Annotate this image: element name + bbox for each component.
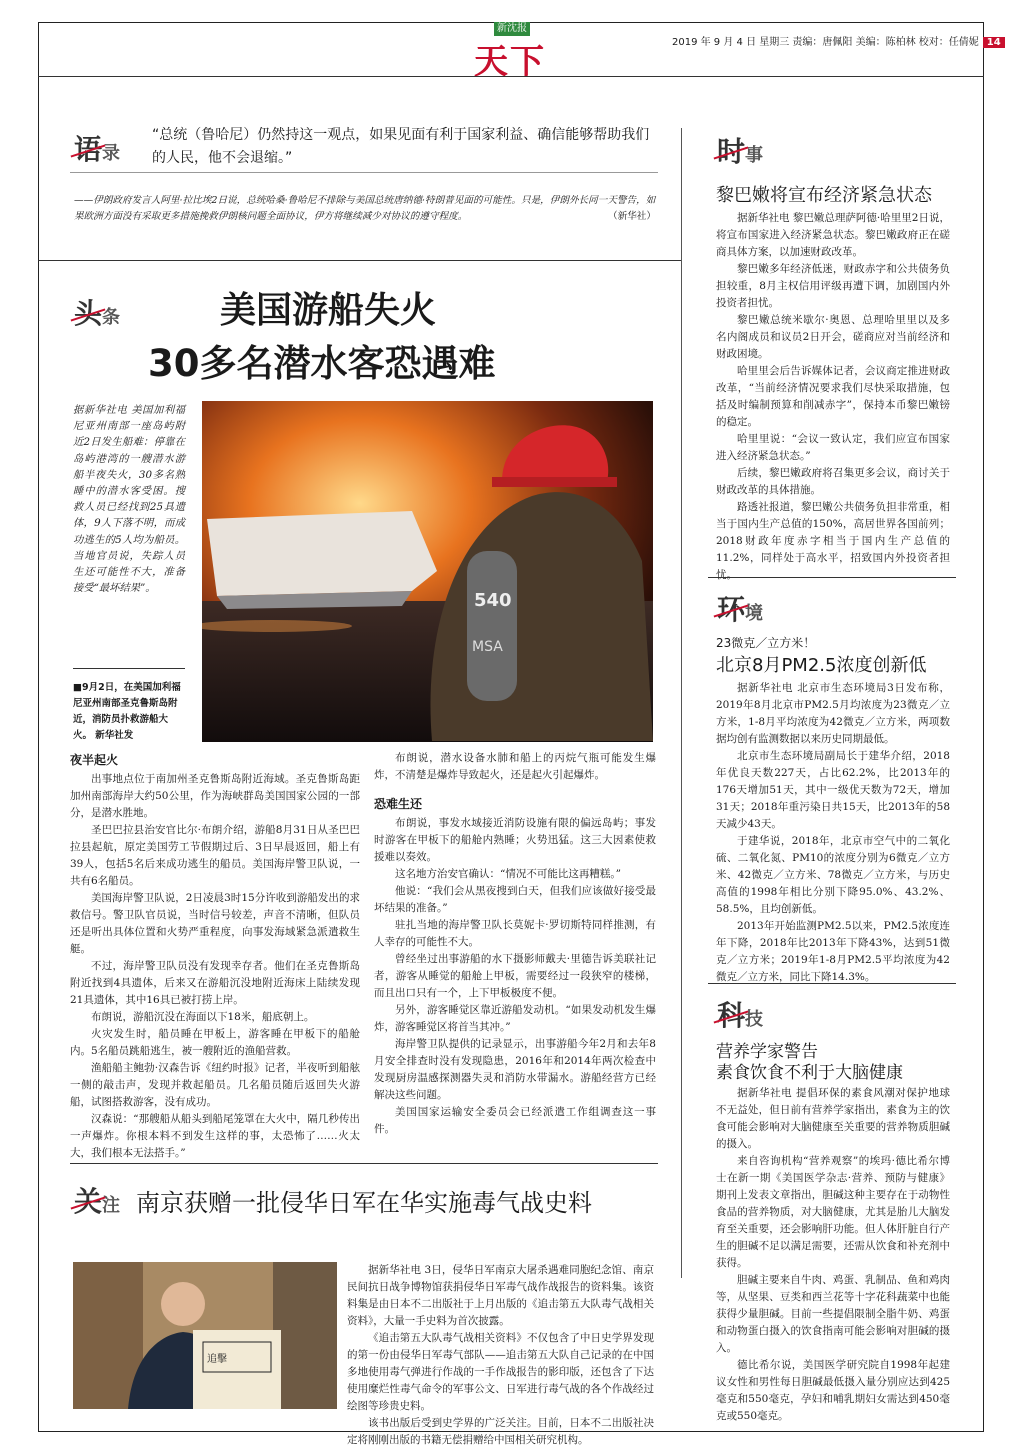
news-headline: 黎巴嫩将宣布经济紧急状态 [716,185,932,206]
paragraph: 后续，黎巴嫩政府将召集更多会议，商讨关于财政改革的具体措施。 [716,467,950,496]
historian-photo [73,1262,337,1409]
paragraph: 北京市生态环境局副局长于建华介绍，2018年优良天数227天，占比62.2%，比2013年的176天增加51天，其中一级优天数为72天，增加31天；2018年重污染日共15天，比2013年的58天减少43天。 [716,750,950,830]
lead-subhead-1: 夜半起火 [70,753,119,767]
svg-text:追擊: 追擊 [207,1354,227,1365]
tech-headline-2: 素食饮食不利于大脑健康 [716,1063,903,1083]
tech-tag: 科技 [717,999,764,1032]
paragraph: 路透社报道，黎巴嫩公共债务负担非常重，相当于国内生产总值的150%，高居世界各国前列；2018财政年度赤字相当于国内生产总值的11.2%，同样处于高水平，招致国内外投资者担忧。 [716,501,950,581]
quote-attribution: ——伊朗政府发言人阿里·拉比埃2日说，总统哈桑·鲁哈尼不排除与美国总统唐纳德·特朗普见面的可能性。只是，伊朗外长同一天警告，如果欧洲方面没有采取更多措施挽救伊朗核问题全面协议，伊方将继续减少对协议的遵守程度。 （新华社） [74,195,656,222]
paragraph: 美国海岸警卫队说，2日凌晨3时15分许收到游船发出的求救信号。警卫队官员说，当时信号较差，声音不清晰，但队员还是听出具体位置和火势严重程度，向事发海域紧急派遣救生艇。 [70,892,360,955]
paragraph: 渔船船主鲍勃·汉森告诉《纽约时报》记者，半夜听到船舷一侧的敲击声，发现并救起船员。几名船员随后返回失火游船，试图搭救游客，没有成功。 [70,1062,360,1108]
photo-caption: ■9月2日，在美国加利福尼亚州南部圣克鲁斯岛附近，消防员扑救游船大火。 新华社发 [73,682,181,741]
paragraph: 这名地方治安官确认：“情况不可能比这再糟糕。” [395,868,621,880]
paragraph: 据新华社电 北京市生态环境局3日发布称，2019年8月北京市PM2.5月均浓度为23微克／立方米，1-8月平均浓度为42微克／立方米，两项数据均创有监测数据以来历史同期最低。 [716,682,950,745]
tech-body [716,1085,950,1425]
paragraph: 据新华社电 黎巴嫩总理萨阿德·哈里里2日说，将宣布国家进入经济紧急状态。黎巴嫩政府正在磋商具体方案，以加速财政改革。 [716,212,950,258]
lead-headline-1: 美国游船失火 [220,290,437,331]
issue-info: 2019 年 9 月 4 日 星期三 责编：唐佩阳 美编：陈柏林 校对：任倩妮 [672,37,979,48]
news-tag: 时事 [717,135,764,168]
paragraph: 布朗说，潜水设备水肺和船上的丙烷气瓶可能发生爆炸，不清楚是爆炸导致起火，还是起火引起爆炸。 [374,752,656,781]
paragraph: 圣巴巴拉县治安官比尔·布朗介绍，游船8月31日从圣巴巴拉县起航，原定美国劳工节假期过后、3日早晨返回，船上有39人，包括5名后来成功逃生的船员。美国海岸警卫队说，一共有6名船员。 [70,824,360,887]
svg-text:MSA: MSA [472,639,503,655]
masthead-info [672,33,1005,48]
paragraph: 不过，海岸警卫队员没有发现幸存者。他们在圣克鲁斯岛附近找到4具遗体，后来又在游船沉没地附近海床上陆续发现21具遗体，其中16具已被打捞上岸。 [70,960,360,1006]
lead-body-col2 [374,750,656,1138]
paragraph: 据新华社电 3日，侵华日军南京大屠杀遇难同胞纪念馆、南京民间抗日战争博物馆获捐侵华日军毒气战作战报告的资料集。该资料集是由日本不二出版社于上月出版的《追击第五大队毒气战相关资料》，大量一手史料为首次披露。 [347,1264,654,1327]
svg-text:540: 540 [474,590,512,611]
paragraph: 他说：“我们会从黑夜搜到白天，但我们应该做好接受最坏结果的准备。” [374,885,656,914]
lead-subhead-2: 恐难生还 [374,797,423,811]
paragraph: 火灾发生时，船员睡在甲板上，游客睡在甲板下的船舱内。5名船员跳船逃生，被一艘附近的渔船营救。 [70,1028,360,1057]
paragraph: 驻扎当地的海岸警卫队长莫妮卡·罗切斯特同样推测，有人幸存的可能性不大。 [374,919,656,948]
paragraph: 于建华说，2018年，北京市空气中的二氧化硫、二氧化氮、PM10的浓度分别为6微克／立方米、42微克／立方米、78微克／立方米，与历史高值的1998年相比分别下降95.0%、43.2%、58.5%，且均创新低。 [716,835,950,915]
paragraph: 哈里里说：“会议一致认定，我们应宣布国家进入经济紧急状态。” [716,433,950,462]
env-headline: 北京8月PM2.5浓度创新低 [716,655,927,676]
env-tag: 环境 [717,593,764,626]
paragraph: 布朗说，游船沉没在海面以下18米，船底朝上。 [91,1011,315,1023]
lead-body-col1 [70,750,360,1162]
paragraph: 据新华社电 提倡环保的素食风潮对保护地球不无益处，但日前有营养学家指出，素食为主的饮食可能会影响对大脑健康至关重要的营养物质胆碱的摄入。 [716,1087,950,1150]
quote-tag: 语录 [74,133,121,166]
paragraph: 美国国家运输安全委员会已经派遣工作组调查这一事件。 [374,1106,656,1135]
quote-divider [70,172,658,173]
paragraph: 布朗说，事发水域接近消防设施有限的偏远岛屿；事发时游客在甲板下的船舱内熟睡；火势迅猛。这三大因素使救援难以奏效。 [374,817,656,863]
focus-tag: 关注 [74,1185,121,1218]
env-body [716,680,950,986]
paragraph: 出事地点位于南加州圣克鲁斯岛附近海域。圣克鲁斯岛距加州南部海岸大约50公里，作为海峡群岛美国国家公园的一部分，是潜水胜地。 [70,773,360,819]
tech-headline-1: 营养学家警告 [716,1042,818,1062]
page-number: 14 [983,37,1005,48]
paragraph: 来自咨询机构“营养观察”的埃玛·德比希尔博士在新一期《美国医学杂志·营养、预防与健康》期刊上发表文章指出，胆碱这种主要存在于动物性食品的营养物质，对大脑健康，尤其是胎儿大脑发育至关重要，还会影响肝功能。但人体肝脏自行产生的胆碱不足以满足需要，还需从饮食和补充剂中获得。 [716,1155,950,1269]
newspaper-logo: 新沈报 [494,22,530,36]
focus-top-divider [70,1163,658,1164]
quote-text: “总统（鲁哈尼）仍然持这一观点，如果见面有利于国家利益、确信能够帮助我们的人民，他不会退缩。” [152,127,650,166]
news-body [716,210,950,584]
env-kicker: 23微克／立方米！ [716,636,816,650]
paragraph: 德比希尔说，美国医学研究院自1998年起建议女性和男性每日胆碱最低摄入量分别应达到425毫克和550毫克，孕妇和哺乳期妇女需达到450毫克或550毫克。 [716,1359,950,1422]
paragraph: 海岸警卫队提供的记录显示，出事游船今年2月和去年8月安全排查时没有发现隐患，2016年和2014年两次检查中发现厨房温感探测器失灵和消防水带漏水。游船经营方已经解决这些问题。 [374,1038,656,1101]
paragraph: 曾经坐过出事游船的水下摄影师戴夫·里德告诉美联社记者，游客从睡觉的船舱上甲板，需要经过一段狭窄的楼梯，而且出口只有一个，上下甲板极度不便。 [374,953,656,999]
section-title: 天下 [474,42,546,82]
paragraph: 黎巴嫩总统米歇尔·奥恩、总理哈里里以及多名内阁成员和议员2日开会，磋商应对当前经济和财政困境。 [716,314,950,360]
column-divider [681,128,682,1278]
paragraph: 胆碱主要来自牛肉、鸡蛋、乳制品、鱼和鸡肉等，从坚果、豆类和西兰花等十字花科蔬菜中也能获得少量胆碱。目前一些提倡限制全脂牛奶、鸡蛋和动物蛋白摄入的饮食指南可能会影响对胆碱的摄入。 [716,1274,950,1354]
paragraph: 汉森说：“那艘船从船头到船尾笼罩在大火中，隔几秒传出一声爆炸。你根本料不到发生这样的事，太恐怖了……火太大，我们根本无法搭手。” [70,1113,360,1159]
paragraph: 2013年开始监测PM2.5以来，PM2.5浓度连年下降，2018年比2013年下降43%，达到51微克／立方米；2019年1-8月PM2.5平均浓度为42微克／立方米，同比下降14.3%。 [716,920,950,983]
caption-divider [73,668,185,669]
paragraph: 黎巴嫩多年经济低迷，财政赤字和公共债务负担较重，8月主权信用评级再遭下调，加剧国内外投资者担忧。 [716,263,950,309]
focus-body [347,1262,654,1449]
masthead-divider [38,76,984,77]
tech-top-divider [708,983,956,984]
lead-tag: 头条 [74,297,121,330]
lead-intro: 据新华社电 美国加利福尼亚州南部一座岛屿附近2日发生船难：停靠在岛屿港湾的一艘潜水游船半夜失火，30多名熟睡中的潜水客受困。搜救人员已经找到25具遗体，9人下落不明，而成功逃生的5人均为船员。当地官员说，失踪人员生还可能性不大，准备接受“最坏结果”。 [73,404,185,595]
paragraph: 《追击第五大队毒气战相关资料》不仅包含了中日史学界发现的第一份由侵华日军毒气部队——追击第五大队自己记录的在中国多地使用毒气弹进行作战的一手作战报告的影印版，还包含了下达使用糜烂性毒气命令的军事公文、日军进行毒气战的各个作战经过绘图等珍贵史料。 [347,1332,654,1412]
paragraph: 该书出版后受到史学界的广泛关注。目前，日本不二出版社决定将刚刚出版的书籍无偿捐赠给中国相关研究机构。 [347,1417,654,1446]
env-top-divider [708,577,956,578]
lead-top-divider [38,260,681,261]
boat-fire-photo [202,401,653,742]
lead-headline-2: 30多名潜水客恐遇难 [148,342,496,385]
focus-headline: 南京获赠一批侵华日军在华实施毒气战史料 [136,1189,592,1217]
paragraph: 另外，游客睡觉区靠近游船发动机。“如果发动机发生爆炸，游客睡觉区将首当其冲。” [374,1004,656,1033]
paragraph: 哈里里会后告诉媒体记者，会议商定推进财政改革，“当前经济情况要求我们尽快采取措施，包括及时编制预算和削减赤字”，保持本币黎巴嫩镑的稳定。 [716,365,950,428]
